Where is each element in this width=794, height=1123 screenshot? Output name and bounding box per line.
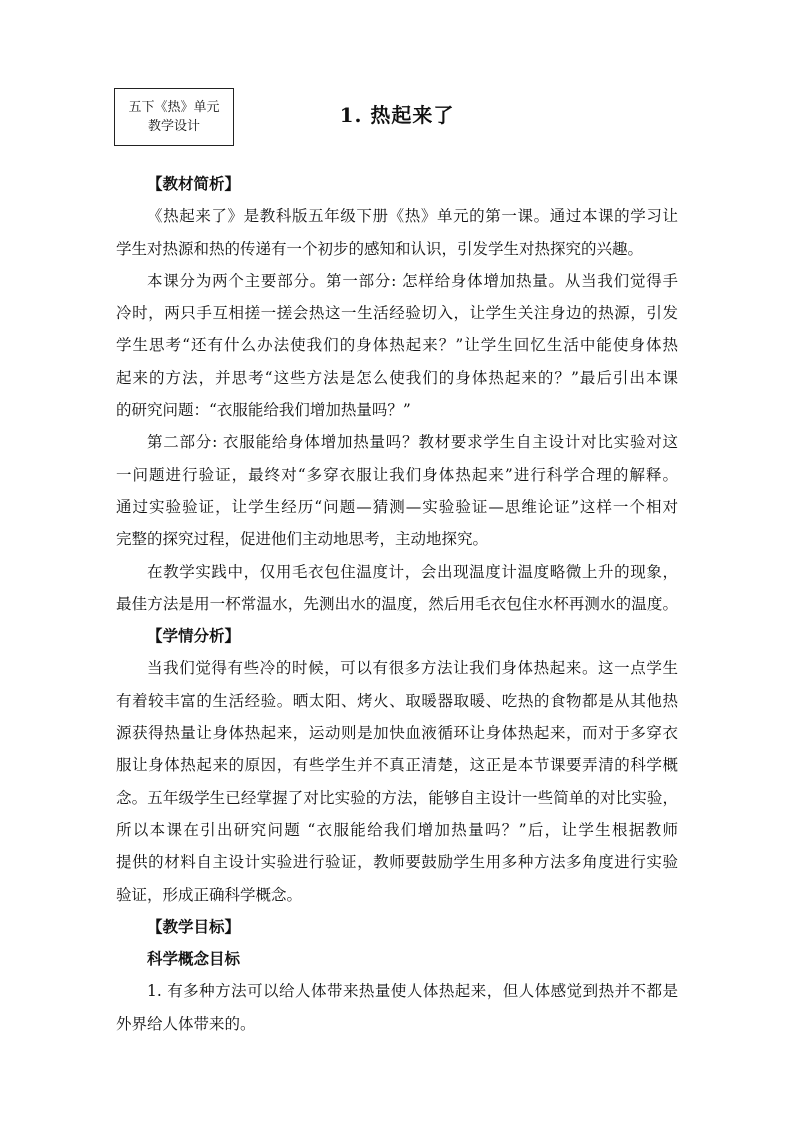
paragraph-line: 当我们觉得有些冷的时候，可以有很多方法让我们身体热起来。这一点学生 [147,659,678,678]
paragraph-line: 在教学实践中，仅用毛衣包住温度计，会出现温度计温度略微上升的现象， [147,562,678,581]
paragraph-line: 《热起来了》是教科版五年级下册《热》单元的第一课。通过本课的学习让 [147,207,678,226]
paragraph-line: 通过实验验证，让学生经历“问题—猜测—实验验证—思维论证”这样一个相对 [116,497,678,516]
paragraph-line: 最佳方法是用一杯常温水，先测出水的温度，然后用毛衣包住水杯再测水的温度。 [116,594,678,613]
section-heading-textbook: 【教材简析】 [147,174,241,193]
document-body [116,168,678,1040]
paragraph-line: 1. 有多种方法可以给人体带来热量使人体热起来，但人体感觉到热并不都是 [147,982,678,1001]
paragraph-line: 提供的材料自主设计实验进行验证，教师要鼓励学生用多种方法多角度进行实验 [116,853,678,872]
paragraph-line: 有着较丰富的生活经验。晒太阳、烤火、取暖器取暖、吃热的食物都是从其他热 [116,691,678,710]
paragraph-line: 本课分为两个主要部分。第一部分: 怎样给身体增加热量。从当我们觉得手 [147,271,678,290]
paragraph-line: 学生思考“还有什么办法使我们的身体热起来？”让学生回忆生活中能使身体热 [116,336,678,355]
unit-label-line1: 五下《热》单元 [128,100,220,115]
paragraph-line: 外界给人体带来的。 [116,1014,256,1033]
paragraph-line: 起来的方法，并思考“这些方法是怎么使我们的身体热起来的？”最后引出本课 [116,368,678,387]
paragraph-line: 的研究问题：“衣服能给我们增加热量吗？” [116,401,411,420]
paragraph-line: 念。五年级学生已经掌握了对比实验的方法，能够自主设计一些简单的对比实验， [116,788,678,807]
section-heading-student: 【学情分析】 [147,626,241,646]
subheading-science-concept: 科学概念目标 [147,949,241,969]
paragraph-line: 源获得热量让身体热起来，运动则是加快血液循环让身体热起来，而对于多穿衣 [116,724,678,743]
paragraph-line: 所以本课在引出研究问题 “衣服能给我们增加热量吗？”后，让学生根据教师 [116,820,678,839]
paragraph-line: 冷时，两只手互相搓一搓会热这一生活经验切入，让学生关注身边的热源，引发 [116,304,678,323]
paragraph-line: 服让身体热起来的原因，有些学生并不真正清楚，这正是本节课要弄清的科学概 [116,756,678,775]
unit-label-line2: 教学设计 [147,119,200,134]
paragraph-line: 第二部分: 衣服能给身体增加热量吗？教材要求学生自主设计对比实验对这 [147,433,678,452]
section-heading-goals: 【教学目标】 [147,916,241,936]
paragraph-line: 验证，形成正确科学概念。 [116,885,303,904]
paragraph-line: 一问题进行验证，最终对“多穿衣服让我们身体热起来”进行科学合理的解释。 [116,465,678,484]
paragraph-line: 学生对热源和热的传递有一个初步的感知和认识，引发学生对热探究的兴趣。 [116,239,644,258]
page-title: 1. 热起来了 [339,103,455,127]
paragraph-line: 完整的探究过程，促进他们主动地思考，主动地探究。 [116,530,489,549]
